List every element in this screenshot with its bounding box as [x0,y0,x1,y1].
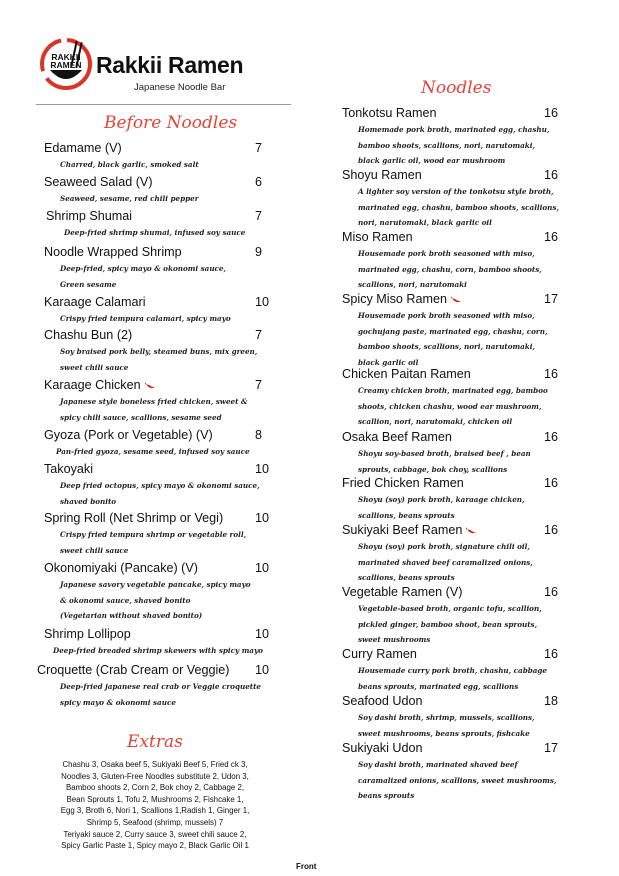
section-heading-before-noodles: Before Noodles [104,113,238,133]
menu-item-price: 8 [255,428,263,442]
menu-item-name [342,647,417,661]
menu-item-name [342,694,423,708]
menu-item-description: A lighter soy version of the tonkotsu style broth, [358,187,554,196]
extras-line: Egg 3, Broth 6, Nori 1, Scallions 1,Radish 1, Ginger 1, [60,806,250,816]
menu-item-description: sprouts, cabbage, bok choy, scallions [358,464,508,474]
menu-item-name [44,175,153,189]
chili-pepper-icon [145,382,156,390]
menu-item-price: 17 [544,292,559,306]
menu-item-name-text: Okonomiyaki (Pancake) (V) [44,561,198,575]
menu-item-name [342,168,422,182]
menu-item-price: 16 [544,647,559,661]
menu-item-description: sweet mushrooms, beans sprouts, fishcake [358,728,530,738]
menu-item-name-text: Shrimp Lollipop [44,627,131,641]
menu-item-description: Deep-fried shrimp shumai, infused soy sauce [64,228,246,237]
menu-item-price: 16 [544,430,559,444]
menu-item-description: Deep-fried japanese real crab or Veggie croquette [60,682,261,691]
menu-item-name-text: Chashu Bun (2) [44,328,133,342]
menu-item-price: 16 [544,168,559,182]
menu-item-name-text: Miso Ramen [342,230,413,244]
rakkii-ramen-logo [40,38,92,90]
menu-item-description: Crispy fried tempura shrimp or vegetable roll, [60,530,247,539]
menu-item-name-text: Karaage Calamari [44,295,146,309]
menu-item-name [44,328,132,342]
menu-item-price: 10 [255,663,270,677]
menu-item-price: 16 [544,523,559,537]
menu-item-description: scallions, beans sprouts [358,573,455,582]
menu-item-name [44,511,223,525]
menu-item-description: Soy dashi broth, shrimp, mussels, scallions, [358,713,535,722]
restaurant-name: Rakkii Ramen [96,52,244,78]
menu-item-price: 10 [255,561,270,575]
menu-item-name-text: Gyoza (Pork or Vegetable) (V) [44,428,213,442]
menu-item-name [342,523,477,537]
logo-text-bottom: RAMEN [50,60,82,70]
menu-item-name [342,367,471,381]
menu-item-name-text: Chicken Paitan Ramen [342,367,471,381]
extras-line: Noodles 3, Gluten-Free Noodles substitute 2, Udon 3, [61,771,249,781]
menu-item-name-text: Sukiyaki Beef Ramen [342,523,463,537]
menu-item-description: Deep fried octopus, spicy mayo & okonomi sauce, [60,481,260,490]
menu-item-description: Seaweed, sesame, red chili pepper [60,194,199,203]
menu-item-name-text: Croquette (Crab Cream or Veggie) [37,663,230,677]
menu-item-name [44,462,93,476]
extras-line: Bean Sprouts 1, Tofu 2, Mushrooms 2, Fishcake 1, [66,794,244,804]
menu-item-name [44,378,156,392]
menu-item-description: scallions, nori, narutomaki [358,280,467,289]
chili-pepper-icon [466,527,477,535]
logo-text-top: RAKKII [51,52,81,62]
menu-item-description: spicy mayo & okonomi sauce [60,697,176,707]
menu-item-name-text: Sukiyaki Udon [342,741,423,755]
menu-item-price: 10 [255,462,270,476]
extras-line: Spicy Garlic Paste 1, Spicy mayo 2, Black Garlic Oil 1 [61,841,249,851]
menu-item-price: 7 [255,209,263,223]
menu-item-description: Homemade pork broth, marinated egg, chashu, [358,125,550,134]
menu-item-name-text: Fried Chicken Ramen [342,476,464,490]
menu-item-description: marinated egg, chashu, bamboo shoots, scallions, [358,202,559,212]
menu-item-price: 7 [255,328,263,342]
extras-line: Shrimp 5, Seafood (shrimp, mussels) 7 [86,817,224,827]
menu-item-price: 6 [255,175,263,189]
menu-item-description: Soy braised pork belly, steamed buns, mix green, [60,347,258,356]
menu-item-name-text: Spring Roll (Net Shrimp or Vegi) [44,511,224,525]
menu-item-description: bamboo shoots, scallions, nori, narutomaki, [358,342,536,351]
extras-line: Chashu 3, Osaka beef 5, Sukiyaki Beef 5, Fried ck 3, [62,760,248,769]
menu-item-name-text: Shrimp Shumai [46,209,133,223]
menu-item-name [342,230,413,244]
menu-item-description: beans sprouts [358,791,415,800]
section-heading-extras: Extras [127,732,183,752]
menu-item-name [44,141,122,155]
menu-item-price: 9 [255,245,263,259]
menu-item-price: 16 [544,585,559,599]
menu-item-description: Shoyu (soy) pork broth, signature chili oil, [358,542,530,551]
menu-item-description: Pan-fried gyoza, sesame seed, infused soy sauce [56,447,250,456]
menu-item-description: Housemade curry pork broth, chashu, cabbage [358,666,547,675]
menu-item-description: caramalized onions, scallions, sweet mushrooms, [358,775,557,785]
menu-item-name [44,428,213,442]
menu-item-price: 16 [544,476,559,490]
menu-item-name [342,292,462,306]
menu-item-name [37,663,230,677]
menu-item-price: 16 [544,367,559,381]
menu-item-name-text: Seaweed Salad (V) [44,175,153,189]
menu-item-name-text: Vegetable Ramen (V) [342,585,463,599]
menu-item-price: 16 [544,230,559,244]
menu-item-description: Green sesame [60,279,117,289]
menu-item-description: spicy chili sauce, scallions, sesame seed [60,412,222,422]
menu-item-description: gochujang paste, marinated egg, chashu, corn, [358,326,548,336]
menu-item-description: sweet mushrooms [358,635,431,644]
menu-item-name [342,476,464,490]
menu-item-description: Shoyu (soy) pork broth, karaage chicken, [358,495,525,504]
menu-item-description: marinated egg, chashu, corn, bamboo shoots, [358,264,542,274]
menu-item-description: black garlic oil, wood ear mushroom [358,156,506,165]
menu-item-description: Shoyu soy-based broth, braised beef , bean [358,449,531,458]
page-footer: Front [296,862,317,871]
restaurant-tagline: Japanese Noodle Bar [134,82,226,93]
menu-item-description: sweet chili sauce [60,545,129,555]
header-divider [36,104,291,105]
menu-item-description: Creamy chicken broth, marinated egg, bamboo [358,386,548,395]
menu-item-description: Charred, black garlic, smoked salt [60,160,199,169]
menu-item-description: pickled ginger, bamboo shoot, bean sprouts, [358,619,538,629]
menu-item-description: scallions, beans sprouts [358,510,455,520]
menu-item-description: shoots, chicken chashu, wood ear mushroom, [358,401,542,411]
menu-item-name [44,295,146,309]
menu-item-name-text: Edamame (V) [44,141,122,155]
menu-item-name [342,741,423,755]
menu-item-name [44,245,182,259]
extras-list [40,759,270,852]
menu-item-name-text: Shoyu Ramen [342,168,422,182]
menu-item-price: 16 [544,106,559,120]
menu-item-description: scallion, nori, narutomaki, chicken oil [358,417,513,426]
menu-item-name-text: Seafood Udon [342,694,423,708]
menu-item-price: 17 [544,741,559,755]
extras-line: Teriyaki sauce 2, Curry sauce 3, sweet chili sauce 2, [63,829,247,839]
menu-item-description: bamboo shoots, scallions, nori, narutomaki, [358,140,536,150]
menu-item-description: Japanese style boneless fried chicken, sweet & [60,397,248,406]
menu-item-description: black garlic oil [358,357,419,367]
menu-item-description: beans sprouts, marinated egg, scallions [358,681,519,691]
menu-item-name [44,561,198,575]
menu-item-price: 18 [544,694,559,708]
menu-item-name-text: Karaage Chicken [44,378,141,392]
menu-item-description: Vegetable-based broth, organic tofu, scallion, [358,604,542,613]
menu-item-name [44,627,131,641]
menu-item-price: 10 [255,627,270,641]
menu-item-name-text: Tonkotsu Ramen [342,106,437,120]
menu-item-price: 10 [255,295,270,309]
menu-item-description: & okonomi sauce, shaved bonito [60,595,191,605]
menu-item-price: 7 [255,378,263,392]
menu-item-description: (Vegetarian without shaved bonito) [60,611,203,620]
section-heading-noodles: Noodles [421,78,492,98]
menu-item-name [46,209,132,223]
menu-item-name [342,106,437,120]
menu-item-name-text: Spicy Miso Ramen [342,292,447,306]
menu-item-description: marinated shaved beef caramalized onions, [358,557,533,567]
menu-item-description: nori, narutomaki, black garlic oil [358,218,492,227]
menu-item-description: Housemade pork broth seasoned with miso, [358,311,535,320]
menu-item-name-text: Curry Ramen [342,647,417,661]
menu-item-name [342,585,462,599]
menu-item-description: Deep-fried, spicy mayo & okonomi sauce, [60,264,226,273]
menu-item-price: 10 [255,511,270,525]
menu-item-description: Housemade pork broth seasoned with miso, [358,249,535,258]
extras-line: Bamboo shoots 2, Corn 2, Bok choy 2, Cabbage 2, [65,783,245,793]
chili-pepper-icon [451,296,462,304]
menu-item-description: shaved bonito [60,496,117,506]
menu-item-name [342,430,452,444]
menu-item-name-text: Osaka Beef Ramen [342,430,452,444]
menu-item-description: Deep-fried breaded shrimp skewers with spicy mayo [53,646,263,655]
menu-item-name-text: Noodle Wrapped Shrimp [44,245,182,259]
menu-item-description: Crispy fried tempura calamari, spicy mayo [60,314,231,323]
menu-item-price: 7 [255,141,263,155]
menu-item-description: sweet chili sauce [60,362,129,372]
menu-item-name-text: Takoyaki [44,462,93,476]
menu-item-description: Soy dashi broth, marinated shaved beef [358,760,518,769]
menu-item-description: Japanese savory vegetable pancake, spicy mayo [60,580,251,589]
